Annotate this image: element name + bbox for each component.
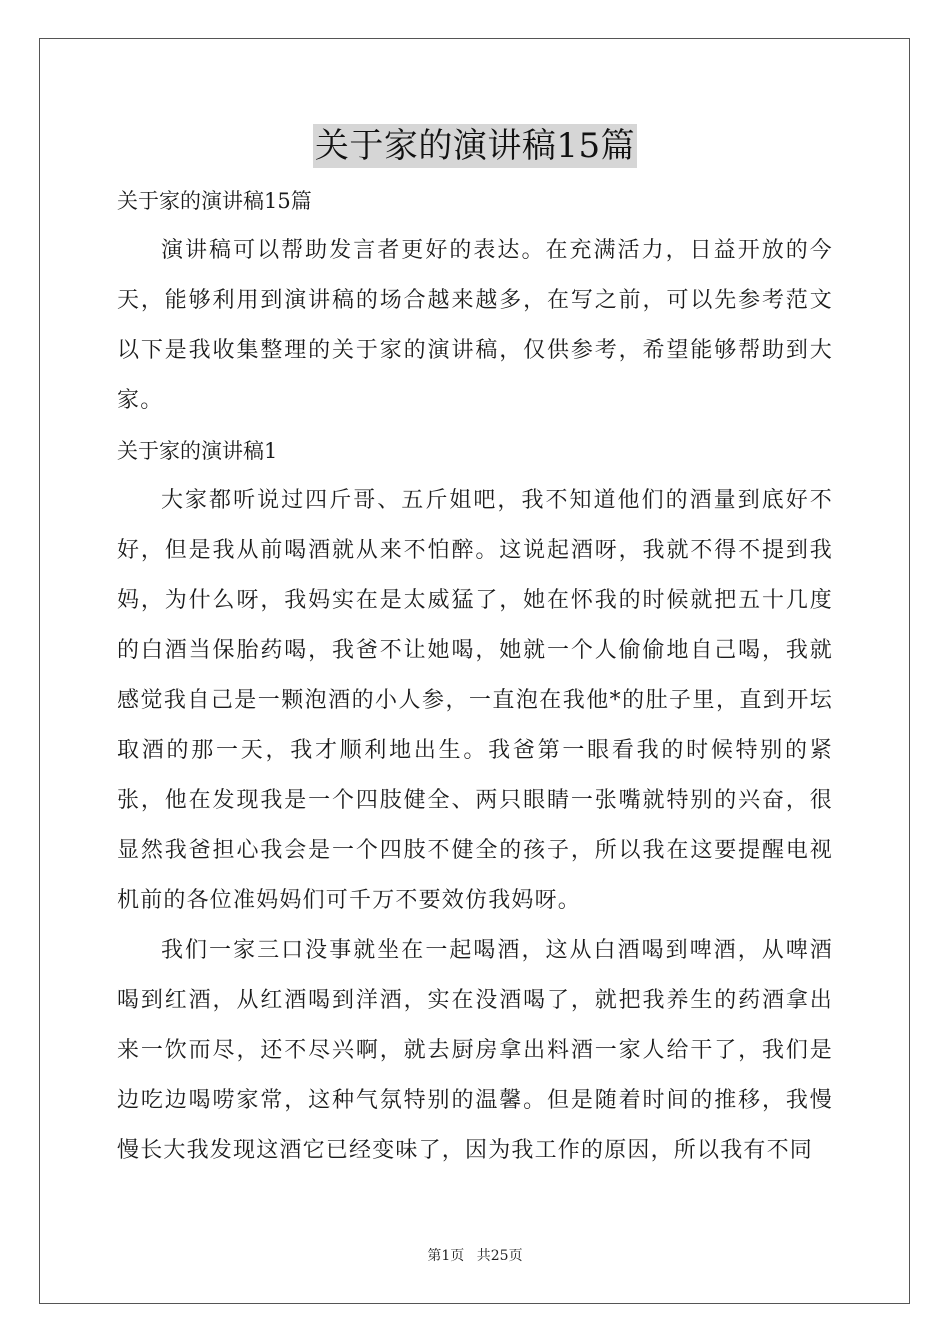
intro-paragraph: 演讲稿可以帮助发言者更好的表达。在充满活力，日益开放的今天，能够利用到演讲稿的场合越来越多，在写之前，可以先参考范文以下是我收集整理的关于家的演讲稿，仅供参考，希望能够帮助到大家。 xyxy=(117,238,833,413)
page-number: 第1页 xyxy=(427,1248,465,1264)
title-container xyxy=(0,124,950,168)
document-subtitle: 关于家的演讲稿15篇 xyxy=(117,189,312,213)
document-title: 关于家的演讲稿15篇 xyxy=(314,126,636,166)
page-footer xyxy=(0,1245,950,1265)
body-paragraph: 大家都听说过四斤哥、五斤姐吧，我不知道他们的酒量到底好不好，但是我从前喝酒就从来不怕醉。这说起酒呀，我就不得不提到我妈，为什么呀，我妈实在是太威猛了，她在怀我的时候就把五十几度的白酒当保胎药喝，我爸不让她喝，她就一个人偷偷地自己喝，我就感觉我自己是一颗泡酒的小人参，一直泡在我他*的肚子里，直到开坛取酒的那一天，我才顺利地出生。我爸第一眼看我的时候特别的紧张，他在发现我是一个四肢健全、两只眼睛一张嘴就特别的兴奋，很显然我爸担心我会是一个四肢不健全的孩子，所以我在这要提醒电视机前的各位准妈妈们可千万不要效仿我妈呀。 xyxy=(117,488,833,913)
body-paragraph: 我们一家三口没事就坐在一起喝酒，这从白酒喝到啤酒，从啤酒喝到红酒，从红酒喝到洋酒，实在没酒喝了，就把我养生的药酒拿出来一饮而尽，还不尽兴啊，就去厨房拿出料酒一家人给干了，我们是边吃边喝唠家常，这种气氛特别的温馨。但是随着时间的推移，我慢慢长大我发现这酒它已经变味了，因为我工作的原因，所以我有不同 xyxy=(117,938,833,1163)
page-total: 共25页 xyxy=(476,1248,523,1264)
document-body xyxy=(117,176,833,1176)
section-heading: 关于家的演讲稿1 xyxy=(117,439,278,463)
